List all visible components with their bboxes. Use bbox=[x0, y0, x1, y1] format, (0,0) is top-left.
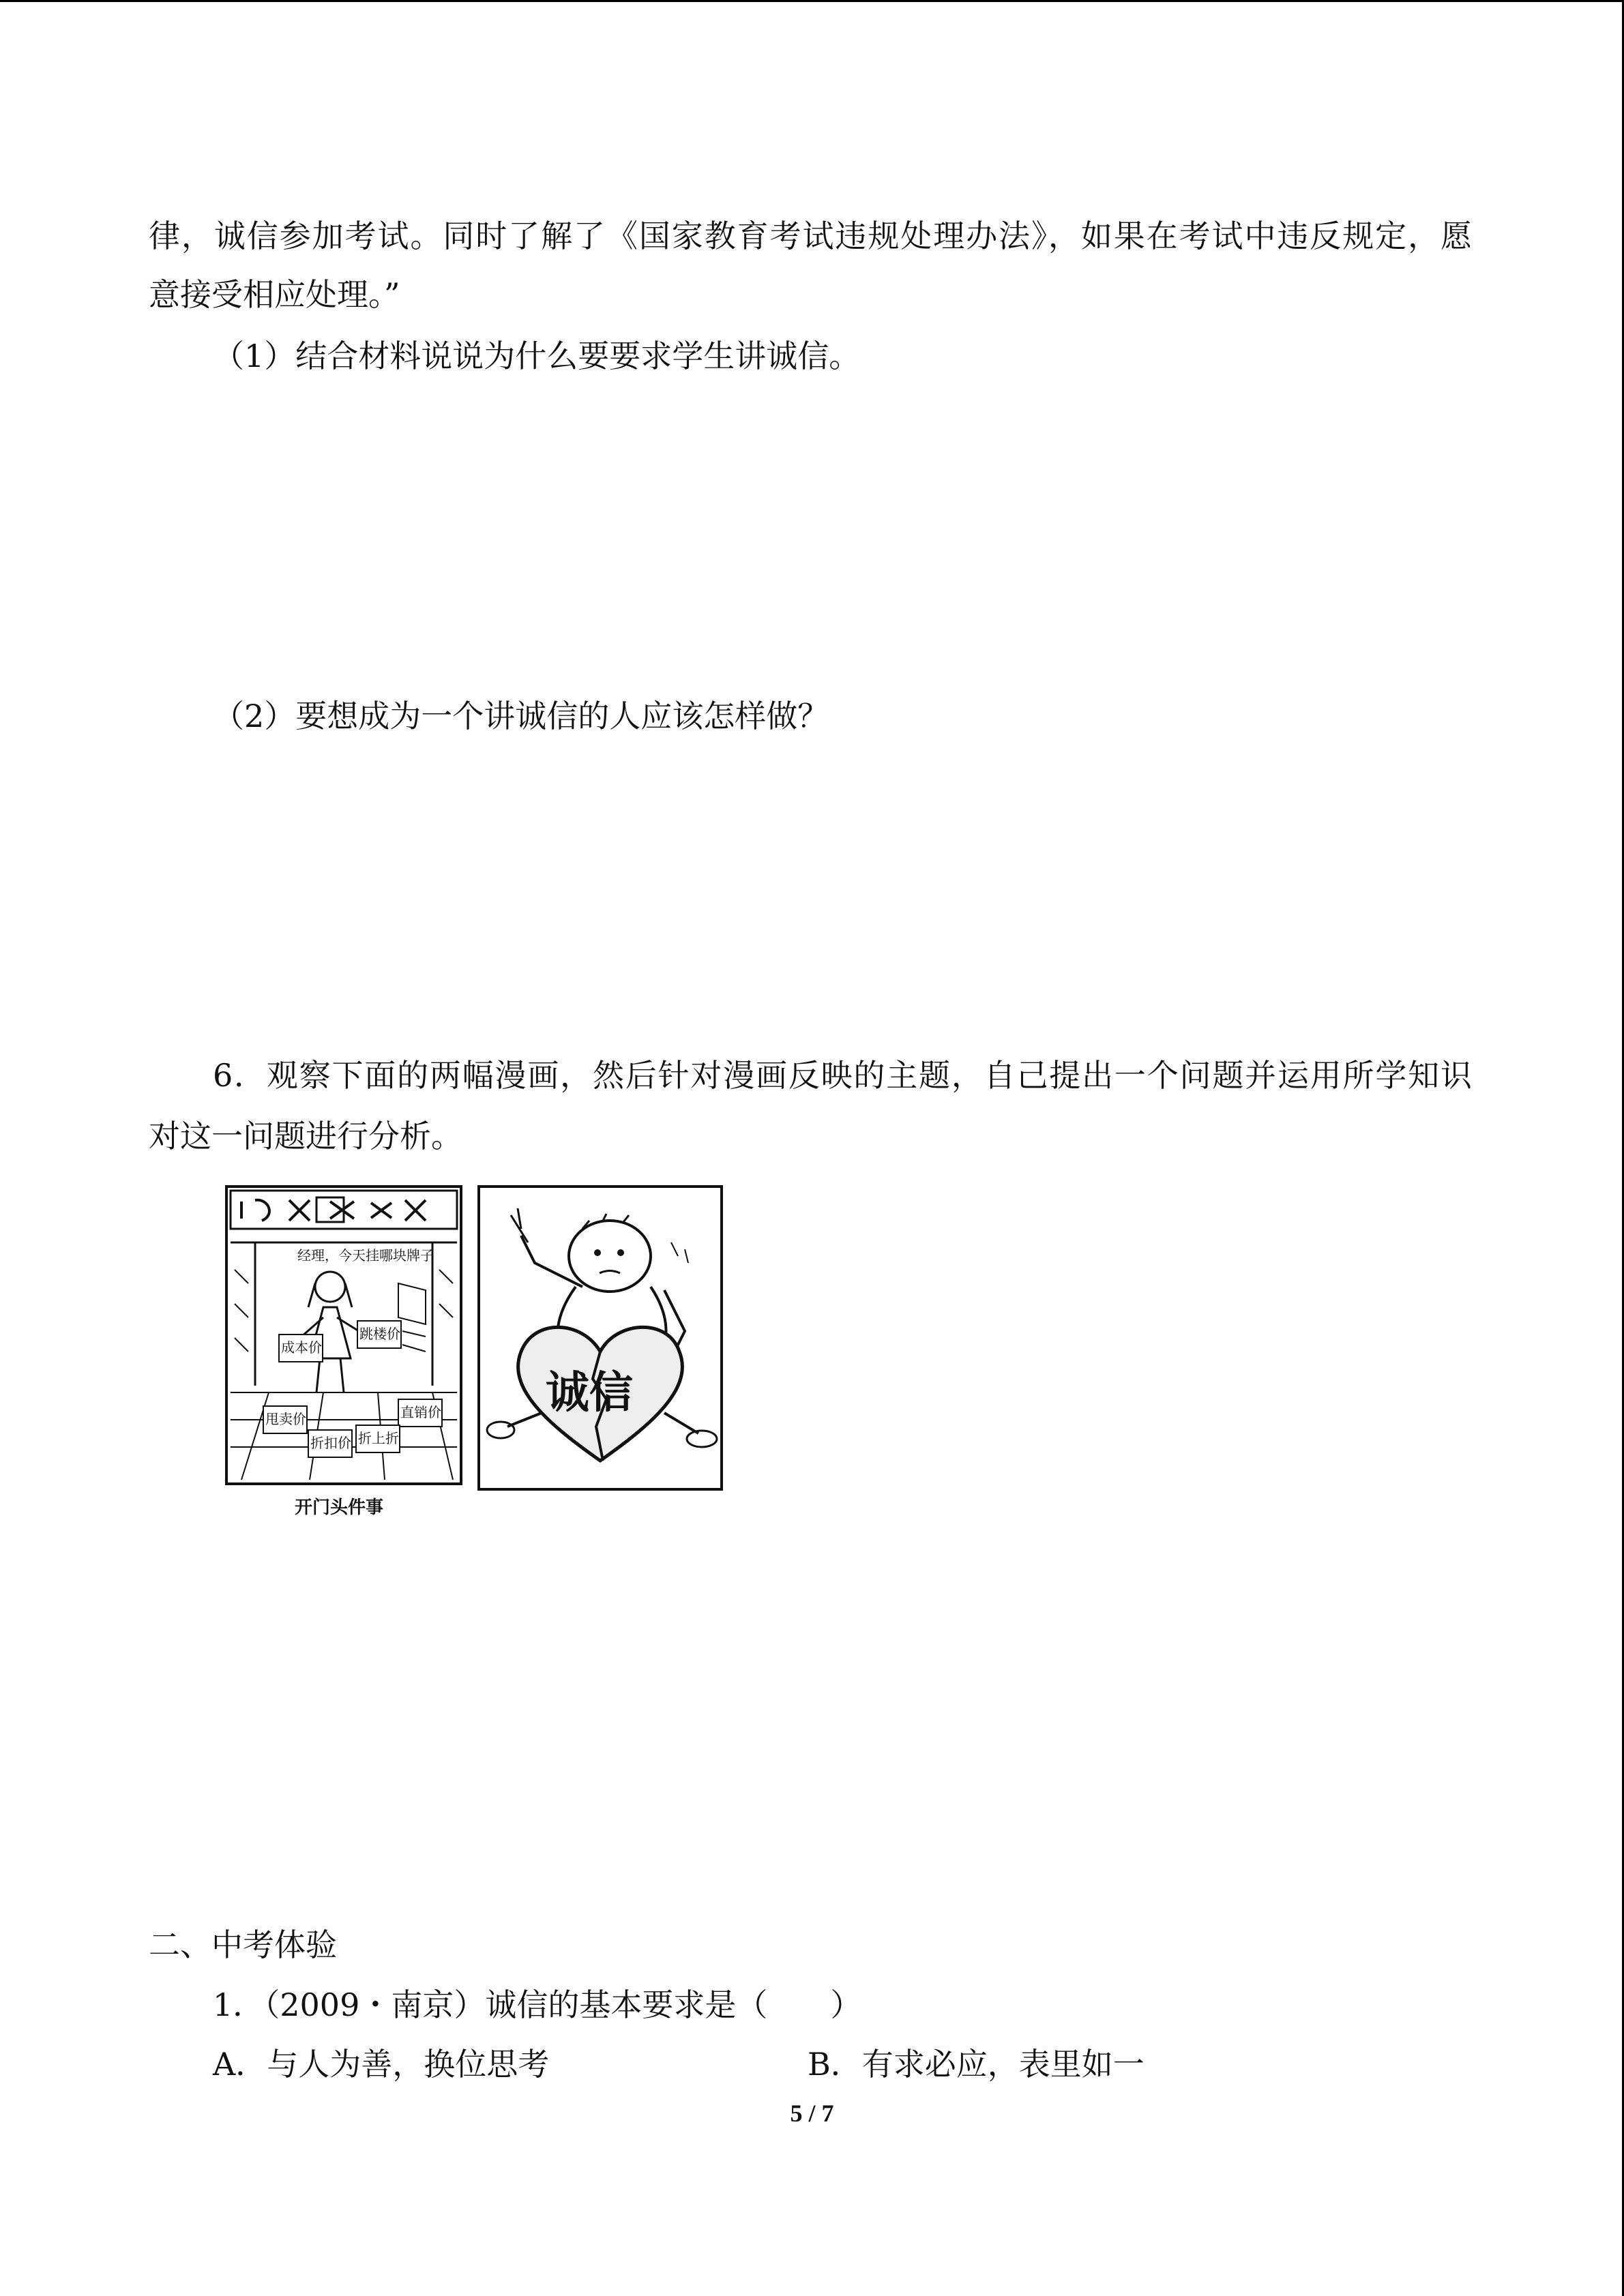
material-line-1: 律，诚信参加考试。同时了解了《国家教育考试违规处理办法》，如果在考试中违反规定，愿 bbox=[149, 218, 1472, 254]
question-6-line-1: 6．观察下面的两幅漫画，然后针对漫画反映的主题，自己提出一个问题并运用所学知识 bbox=[213, 1057, 1472, 1094]
price-tag-cost: 成本价 bbox=[281, 1339, 322, 1356]
cartoon-left-image bbox=[225, 1185, 462, 1485]
material-line-2: 意接受相应处理。” bbox=[149, 276, 400, 313]
cartoon-speech-text: 经理，今天挂哪块牌子 bbox=[297, 1247, 434, 1264]
cartoon-left-caption: 开门头件事 bbox=[295, 1497, 384, 1518]
question-1: 1．（2009・南京）诚信的基本要求是（ ） bbox=[213, 1986, 862, 2023]
section-2-title: 二、中考体验 bbox=[149, 1926, 337, 1963]
price-tag-direct: 直销价 bbox=[400, 1404, 441, 1420]
option-a: A．与人为善，换位思考 bbox=[213, 2046, 550, 2083]
heart-text: 诚信 bbox=[546, 1368, 633, 1418]
price-tag-discount: 折扣价 bbox=[310, 1435, 351, 1451]
price-tag-double-discount: 折上折 bbox=[358, 1430, 399, 1446]
price-tag-jump: 跳楼价 bbox=[359, 1326, 400, 1342]
question-6-line-2: 对这一问题进行分析。 bbox=[149, 1118, 462, 1154]
cartoon-right-image bbox=[477, 1185, 723, 1491]
question-5-part-1: （1）结合材料说说为什么要要求学生讲诚信。 bbox=[213, 338, 861, 374]
question-5-part-2: （2）要想成为一个讲诚信的人应该怎样做？ bbox=[213, 698, 829, 734]
cartoon-right-drawing bbox=[480, 1188, 720, 1488]
page-number: 5 / 7 bbox=[790, 2100, 834, 2127]
option-b: B．有求必应，表里如一 bbox=[808, 2046, 1145, 2083]
price-tag-sale: 甩卖价 bbox=[265, 1411, 306, 1427]
cartoon-left-drawing bbox=[228, 1188, 460, 1482]
